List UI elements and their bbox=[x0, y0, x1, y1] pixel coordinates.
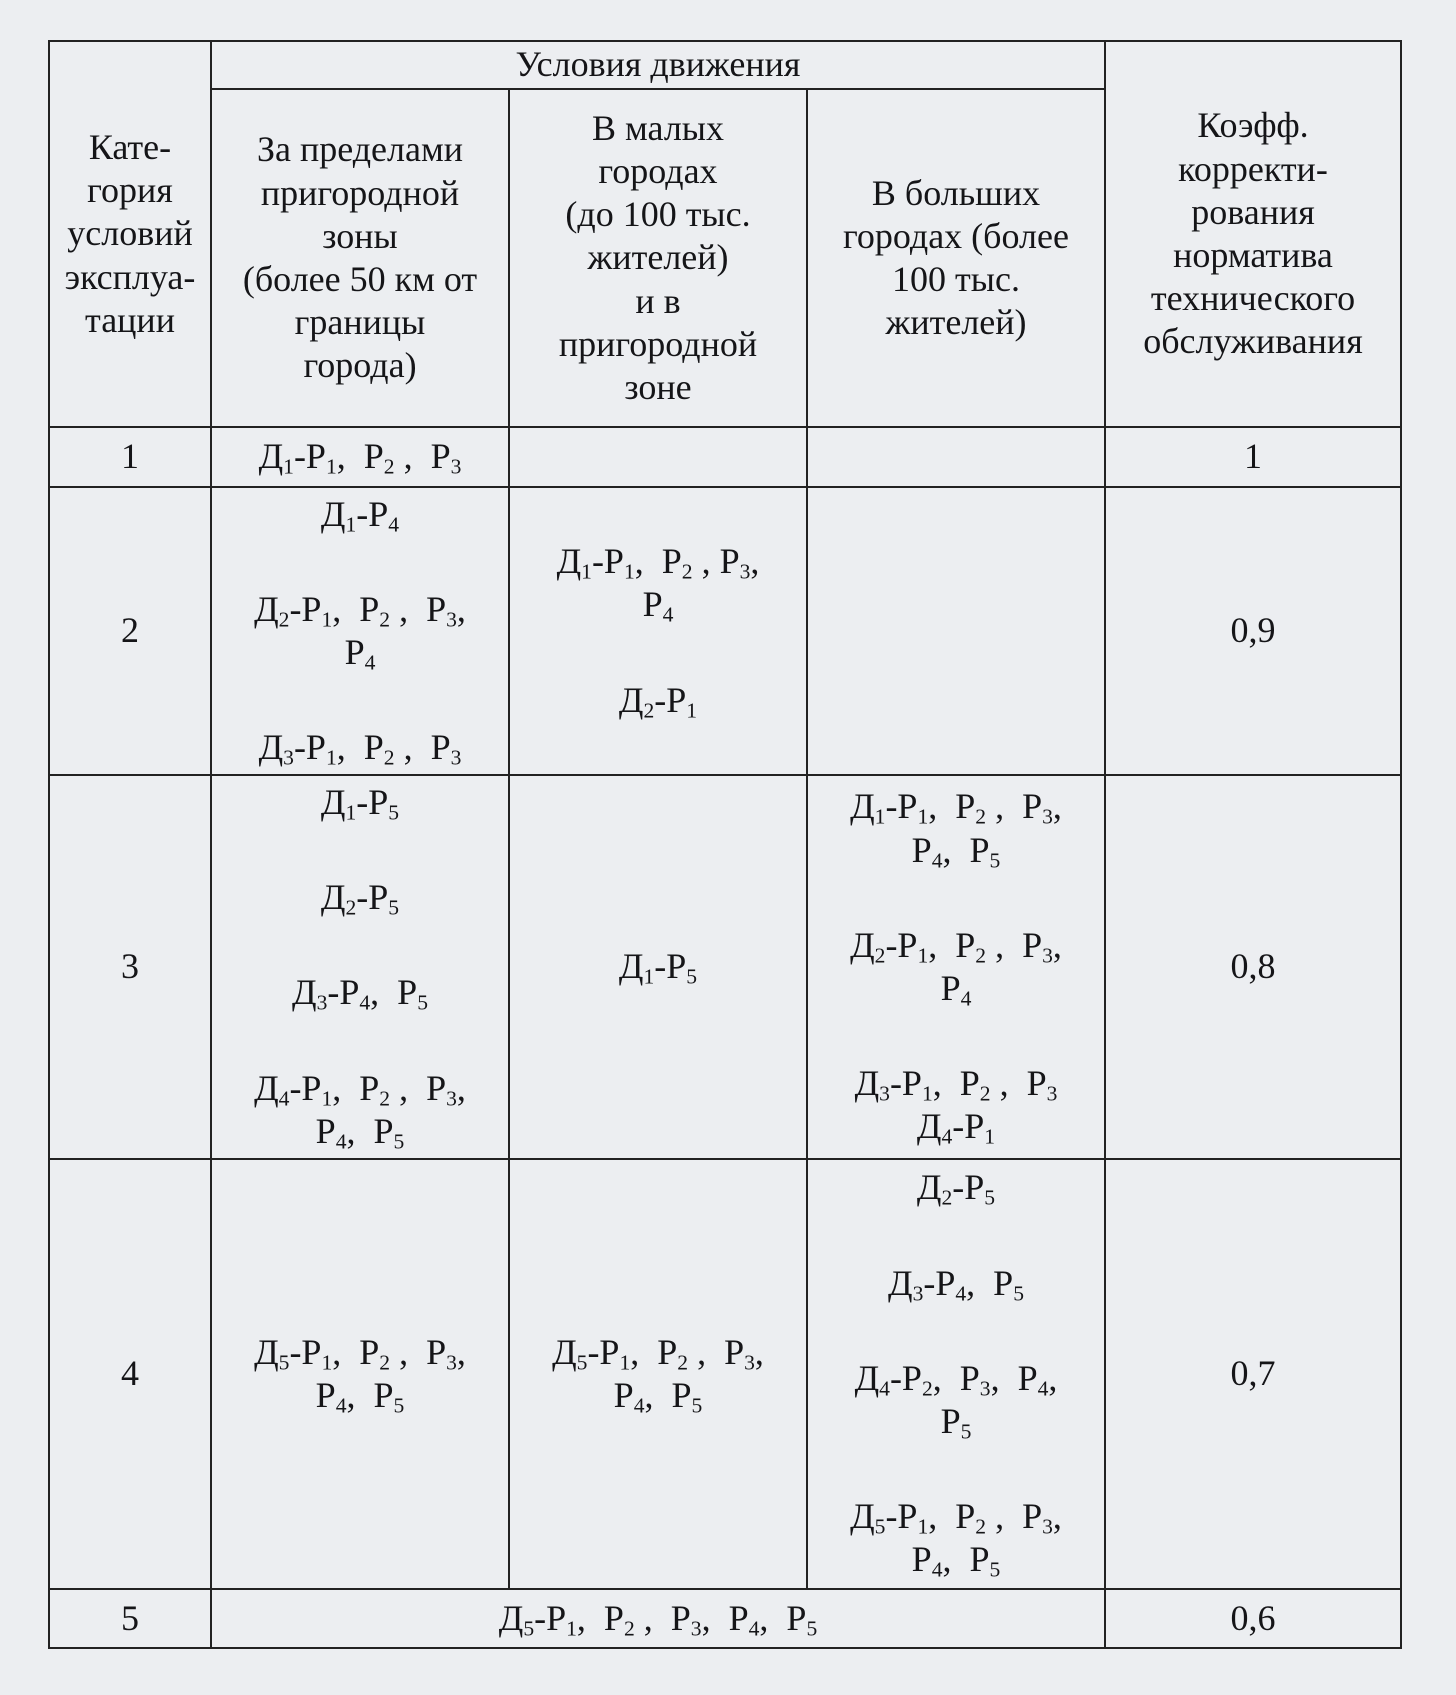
header-movement-conditions: Условия движения bbox=[211, 41, 1105, 89]
header-coefficient: Коэфф. корректи- рования норматива технического обслуживания bbox=[1105, 41, 1401, 427]
outside-cell: $Д_1-Р_1$, $Р_2$ , $Р_3$ bbox=[211, 427, 509, 487]
small-towns-cell: $Д_1-Р_5$ bbox=[509, 775, 807, 1159]
header-big-cities: В больших городах (более 100 тыс. жителей) bbox=[807, 89, 1105, 427]
table-row bbox=[49, 775, 1401, 1159]
small-towns-cell bbox=[509, 427, 807, 487]
outside-cell: $Д_5-Р_1$, $Р_2$ , $Р_3$, $Р_4$, $Р_5$ bbox=[211, 1159, 509, 1589]
header-outside-suburban: За пределами пригородной зоны (более 50 км от границы города) bbox=[211, 89, 509, 427]
coefficient-cell: 0,8 bbox=[1105, 775, 1401, 1159]
coefficient-cell: 0,6 bbox=[1105, 1589, 1401, 1648]
coefficient-cell: 1 bbox=[1105, 427, 1401, 487]
category-cell: 2 bbox=[49, 487, 211, 775]
category-cell: 4 bbox=[49, 1159, 211, 1589]
small-towns-cell: $Д_5-Р_1$, $Р_2$ , $Р_3$, $Р_4$, $Р_5$ bbox=[509, 1159, 807, 1589]
coefficient-cell: 0,9 bbox=[1105, 487, 1401, 775]
small-towns-cell: $Д_1-Р_1$, $Р_2$ , $Р_3$, $Р_4$ $Д_2-Р_1$ bbox=[509, 487, 807, 775]
outside-cell: $Д_1-Р_5$ $Д_2-Р_5$ $Д_3-Р_4$, $Р_5$ $Д_4-Р_1$, $Р_2$ , $Р_3$, $Р_4$, $Р_5$ bbox=[211, 775, 509, 1159]
table-row bbox=[49, 1589, 1401, 1648]
outside-cell: $Д_1-Р_4$ $Д_2-Р_1$, $Р_2$ , $Р_3$, $Р_4$ $Д_3-Р_1$, $Р_2$ , $Р_3$ bbox=[211, 487, 509, 775]
table-row bbox=[49, 1159, 1401, 1589]
category-cell: 1 bbox=[49, 427, 211, 487]
coefficient-cell: 0,7 bbox=[1105, 1159, 1401, 1589]
header-category: Кате- гория условий эксплуа- тации bbox=[49, 41, 211, 427]
category-cell: 3 bbox=[49, 775, 211, 1159]
operating-conditions-table bbox=[48, 40, 1402, 1649]
merged-conditions-cell: $Д_5-Р_1$, $Р_2$ , $Р_3$, $Р_4$, $Р_5$ bbox=[211, 1589, 1105, 1648]
big-cities-cell: $Д_2-Р_5$ $Д_3-Р_4$, $Р_5$ $Д_4-Р_2$, $Р_3$, $Р_4$, $Р_5$ $Д_5-Р_1$, $Р_2$ , $Р_3$, $Р_4$, $Р_5$ bbox=[807, 1159, 1105, 1589]
big-cities-cell bbox=[807, 427, 1105, 487]
table-row bbox=[49, 487, 1401, 775]
big-cities-cell: $Д_1-Р_1$, $Р_2$ , $Р_3$, $Р_4$, $Р_5$ $Д_2-Р_1$, $Р_2$ , $Р_3$, $Р_4$ $Д_3-Р_1$, $Р_2$ , $Р_3$ $Д_4-Р_1$ bbox=[807, 775, 1105, 1159]
category-cell: 5 bbox=[49, 1589, 211, 1648]
header-small-towns: В малых городах (до 100 тыс. жителей) и в пригородной зоне bbox=[509, 89, 807, 427]
big-cities-cell bbox=[807, 487, 1105, 775]
table-row bbox=[49, 427, 1401, 487]
